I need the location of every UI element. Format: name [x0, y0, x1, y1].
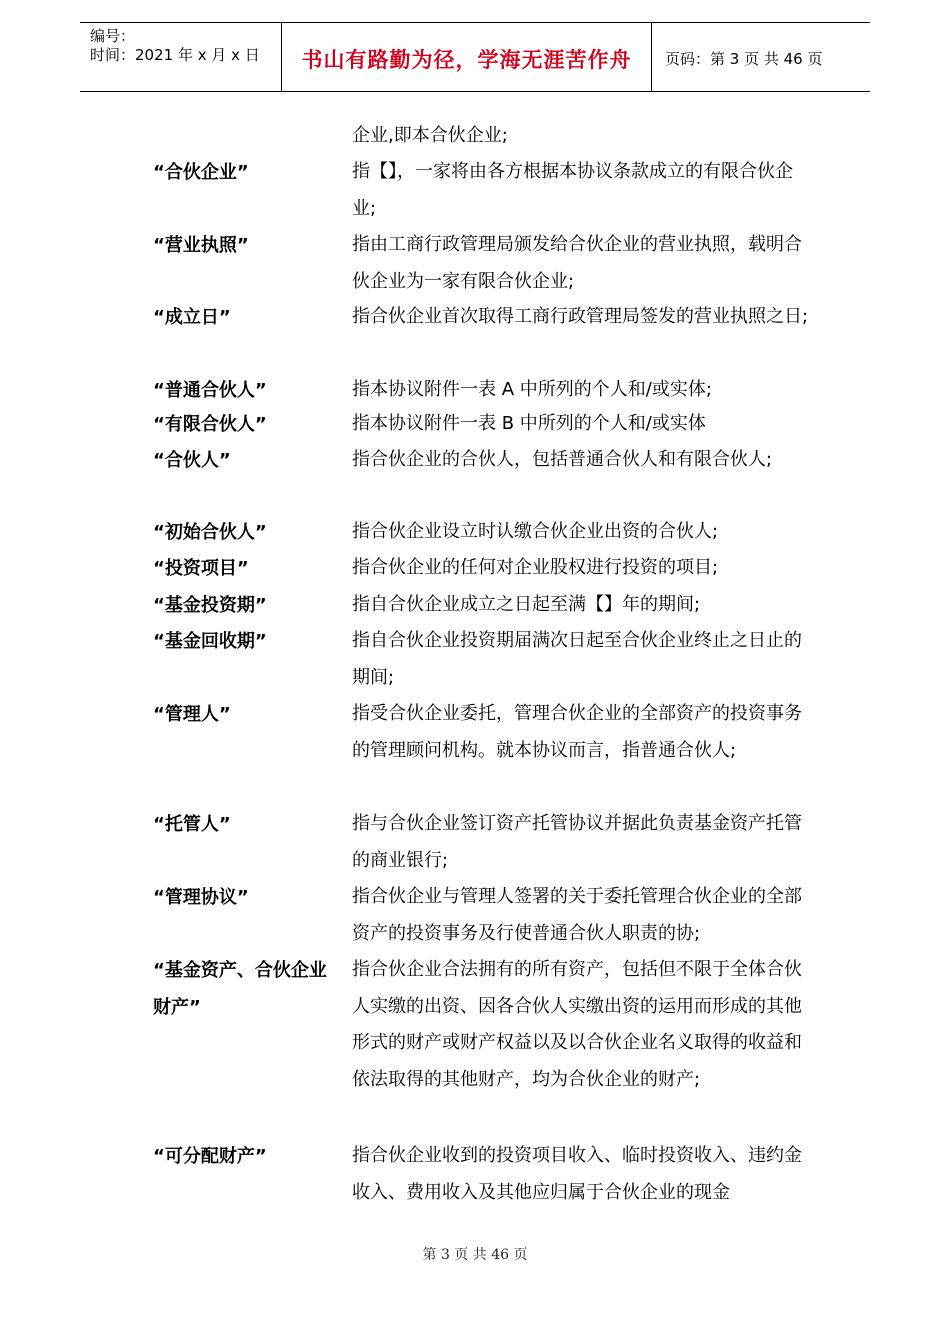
page-footer: 第 3 页 共 46 页	[422, 1247, 528, 1263]
definition: 指本协议附件一表 B 中所列的个人和/或实体	[352, 413, 706, 434]
term: “基金投资期”	[153, 595, 267, 616]
definition: 指合伙企业的任何对企业股权进行投资的项目;	[352, 557, 719, 578]
definition: 指合伙企业的合伙人，包括普通合伙人和有限合伙人;	[352, 449, 773, 470]
motto: 书山有路勤为径，学海无涯苦作舟	[301, 47, 632, 72]
definition: 指合伙企业合法拥有的所有资产，包括但不限于全体合伙人实缴的出资、因各合伙人实缴出资的运用而形成的其他形式的财产或财产权益以及以合伙企业名义取得的收益和依法取得的其他财产，均为合伙企业的财产;	[352, 959, 802, 1090]
definition: 指自合伙企业投资期届满次日起至合伙企业终止之日止的期间;	[352, 630, 802, 688]
definition: 指本协议附件一表 A 中所列的个人和/或实体;	[352, 379, 712, 400]
term: “成立日”	[153, 307, 231, 328]
term: “初始合伙人”	[153, 522, 267, 543]
definition: 指自合伙企业成立之日起至满【】年的期间;	[352, 594, 701, 615]
term: “管理人”	[153, 704, 231, 725]
definition: 指合伙企业收到的投资项目收入、临时投资收入、违约金收入、费用收入及其他应归属于合伙企业的现金	[352, 1145, 802, 1203]
definition: 指合伙企业首次取得工商行政管理局签发的营业执照之日;	[352, 306, 809, 327]
continuation-text: 企业,即本合伙企业;	[352, 125, 508, 146]
header-motto-cell	[281, 23, 652, 91]
term: “托管人”	[153, 814, 231, 835]
term: “基金资产、合伙企业财产”	[153, 960, 327, 1018]
definition: 指受合伙企业委托，管理合伙企业的全部资产的投资事务的管理顾问机构。就本协议而言，指普通合伙人;	[352, 703, 802, 761]
definition: 指合伙企业设立时认缴合伙企业出资的合伙人;	[352, 521, 719, 542]
document-date: 时间：2021 年 x 月 x 日	[90, 46, 260, 64]
term: “营业执照”	[153, 235, 249, 256]
header-page-cell	[651, 23, 870, 91]
page-header	[80, 22, 870, 92]
term: “基金回收期”	[153, 631, 267, 652]
definition: 指【】，一家将由各方根据本协议条款成立的有限合伙企业;	[352, 161, 793, 219]
term: “管理协议”	[153, 887, 249, 908]
definition: 指与合伙企业签订资产托管协议并据此负责基金资产托管的商业银行;	[352, 813, 802, 871]
header-meta	[80, 23, 280, 91]
term: “合伙企业”	[153, 162, 249, 183]
definition: 指合伙企业与管理人签署的关于委托管理合伙企业的全部资产的投资事务及行使普通合伙人职责的协;	[352, 886, 802, 944]
document-number-label: 编号：	[90, 27, 136, 45]
definition: 指由工商行政管理局颁发给合伙企业的营业执照，载明合伙企业为一家有限合伙企业;	[352, 234, 802, 292]
term: “合伙人”	[153, 450, 231, 471]
term: “可分配财产”	[153, 1146, 267, 1167]
term: “投资项目”	[153, 558, 249, 579]
term: “普通合伙人”	[153, 380, 267, 401]
page-code: 页码：第 3 页 共 46 页	[665, 50, 823, 68]
term: “有限合伙人”	[153, 414, 267, 435]
